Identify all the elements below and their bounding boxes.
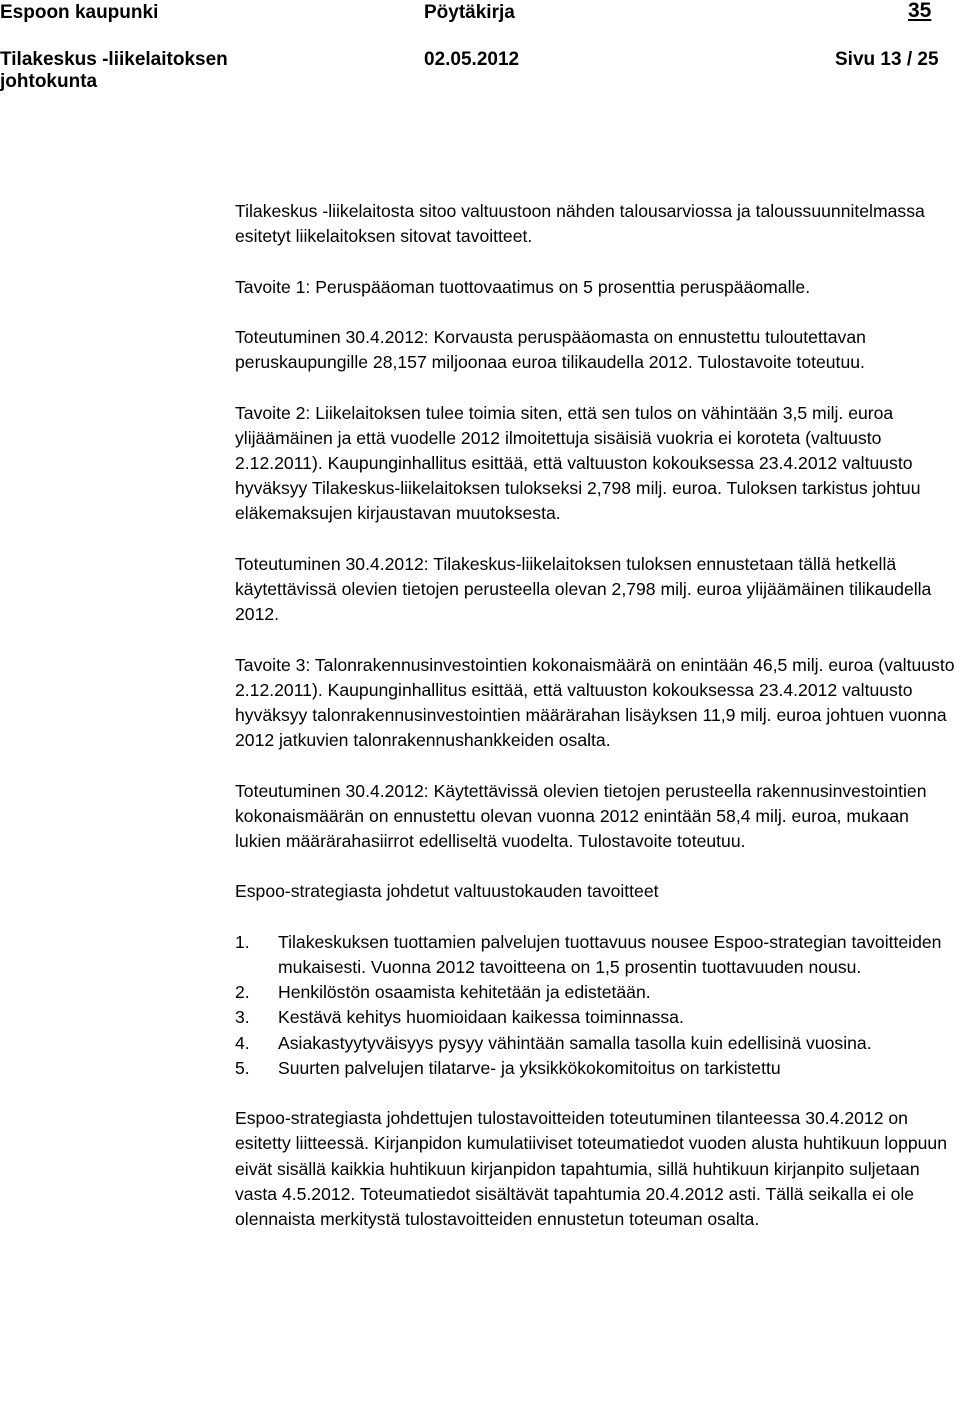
paragraph-binding-goals: Tilakeskus -liikelaitosta sitoo valtuustoon nähden talousarviossa ja taloussuunnitelmassa esitetyt liikelaitoksen sitovat tavoitteet.: [235, 201, 925, 247]
page-number: Sivu 13 / 25: [835, 49, 939, 70]
paragraph-goal-2: Tavoite 2: Liikelaitoksen tulee toimia siten, että sen tulos on vähintään 3,5 milj. euroa ylijäämäinen ja että vuodelle 2012 ilmoitettuja sisäisiä vuokria ei koroteta (valtuusto 2.12.2011). Kaupunginhallitus esittää, että valtuuston kokouksessa 23.4.2012 valtuusto hyväksyy Tilakeskus-liikelaitoksen tulokseksi 2,798 milj. euroa. Tuloksen tarkistus johtuu eläkemaksujen kirjaustavan muutoksesta.: [235, 402, 921, 524]
list-item-number: 2.: [235, 982, 250, 1003]
section-heading-strategy-goals: Espoo-strategiasta johdetut valtuustokauden tavoitteet: [235, 881, 659, 902]
list-item: [235, 980, 957, 1005]
paragraph-goal-1: Tavoite 1: Peruspääoman tuottovaatimus on 5 prosenttia peruspääomalle.: [235, 276, 811, 297]
list-item: [235, 1056, 957, 1081]
list-item-text: Tilakeskuksen tuottamien palvelujen tuottavuus nousee Espoo-strategian tavoitteiden mukaisesti. Vuonna 2012 tavoitteena on 1,5 prosentin tuottavuuden nousu.: [278, 931, 942, 977]
paragraph-goal-1-realization: Toteutuminen 30.4.2012: Korvausta peruspääomasta on ennustettu tuloutettavan peruskaupungille 28,157 miljoonaa euroa tilikaudella 2012. Tulostavoite toteutuu.: [235, 326, 866, 373]
list-item-text: Kestävä kehitys huomioidaan kaikessa toiminnassa.: [278, 1007, 684, 1028]
list-item-text: Asiakastyytyväisyys pysyy vähintään samalla tasolla kuin edellisinä vuosina.: [278, 1032, 872, 1053]
paragraph-closing-note: Espoo-strategiasta johdettujen tulostavoitteiden toteutuminen tilanteessa 30.4.2012 on esitetty liitteessä. Kirjanpidon kumulatiiviset toteumatiedot vuoden alusta huhtikuun loppuun eivät sisällä kaikkia huhtikuun kirjanpidon tapahtumia, sillä huhtikuun kirjanpito suljetaan vasta 4.5.2012. Toteumatiedot sisältävät tapahtumia 20.4.2012 asti. Tällä seikalla ei ole olennaista merkitystä tulostavoitteiden ennustetun toteuman osalta.: [235, 1108, 948, 1229]
list-item: [235, 1005, 957, 1030]
paragraph-goal-3: Tavoite 3: Talonrakennusinvestointien kokonaismäärä on enintään 46,5 milj. euroa (valtuusto 2.12.2011). Kaupunginhallitus esittää, että valtuuston kokouksessa 23.4.2012 valtuusto hyväksyy talonrakennusinvestointien määrärahan lisäyksen 11,9 milj. euroa johtuen vuonna 2012 jatkuvien talonrakennushankkeiden osalta.: [235, 654, 955, 751]
list-item-number: 4.: [235, 1032, 250, 1053]
paragraph-goal-2-realization: Toteutuminen 30.4.2012: Tilakeskus-liikelaitoksen tuloksen ennustetaan tällä hetkellä käytettävissä olevien tietojen perusteella olevan 2,798 milj. euroa ylijäämäinen tilikaudella 2012.: [235, 553, 932, 625]
section-number: 35: [908, 0, 932, 22]
issuing-body-line2: johtokunta: [0, 71, 98, 92]
list-item-text: Suurten palvelujen tilatarve- ja yksikkökokomitoitus on tarkistettu: [278, 1057, 781, 1078]
list-item-number: 1.: [235, 931, 250, 952]
document-body: [235, 199, 957, 1257]
list-item-text: Henkilöstön osaamista kehitetään ja edistetään.: [278, 982, 651, 1003]
paragraph-goal-3-realization: Toteutuminen 30.4.2012: Käytettävissä olevien tietojen perusteella rakennusinvestointien kokonaismäärän on ennustettu olevan vuonna 2012 enintään 58,4 milj. euroa, mukaan lukien määrärahasiirrot edelliseltä vuodelta. Tulostavoite toteutuu.: [235, 780, 927, 851]
list-item: [235, 1031, 957, 1056]
issuing-body-line1: Tilakeskus -liikelaitoksen: [0, 49, 228, 70]
list-item-number: 3.: [235, 1007, 250, 1028]
organization-name: Espoon kaupunki: [0, 2, 159, 23]
list-item: [235, 930, 957, 980]
meeting-date: 02.05.2012: [424, 49, 520, 70]
strategy-goals-list: [235, 930, 957, 1081]
list-item-number: 5.: [235, 1057, 250, 1078]
document-type: Pöytäkirja: [424, 2, 515, 23]
